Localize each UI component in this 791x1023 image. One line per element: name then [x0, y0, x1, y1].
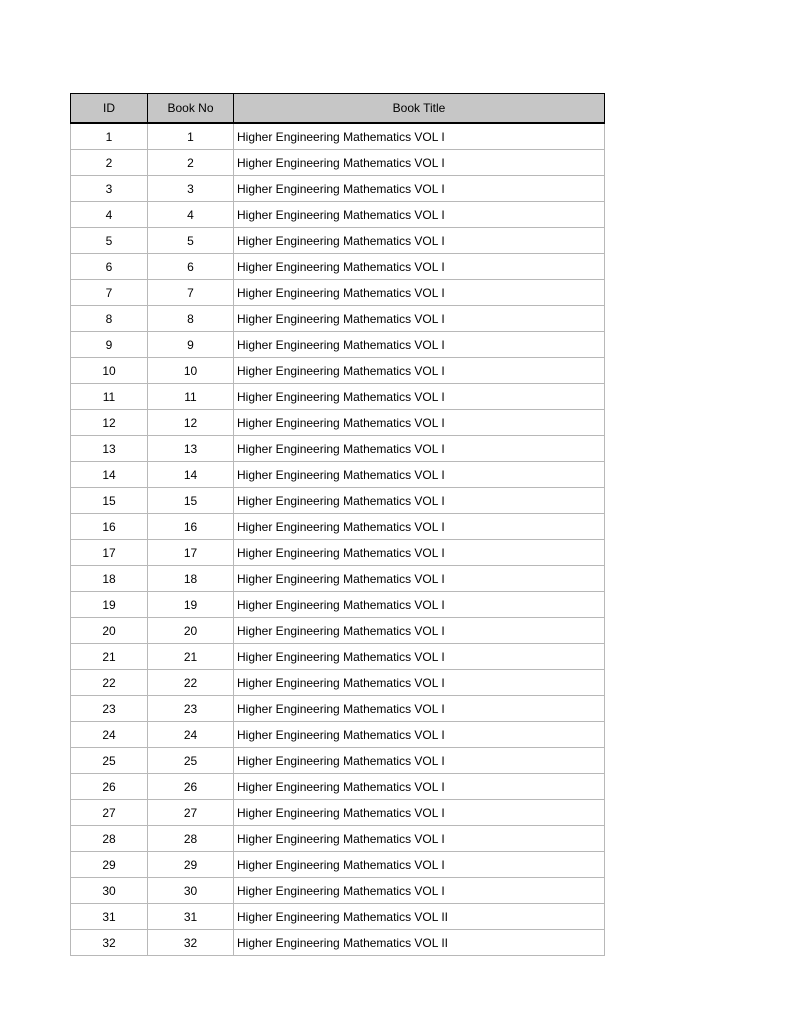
book-table — [70, 93, 605, 956]
cell-id: 18 — [71, 566, 148, 592]
cell-book-title: Higher Engineering Mathematics VOL II — [234, 930, 605, 956]
cell-book-no: 32 — [148, 930, 234, 956]
cell-id: 25 — [71, 748, 148, 774]
table-row — [71, 800, 605, 826]
cell-id: 13 — [71, 436, 148, 462]
table-row — [71, 176, 605, 202]
cell-book-no: 28 — [148, 826, 234, 852]
cell-book-no: 14 — [148, 462, 234, 488]
table-row — [71, 436, 605, 462]
cell-book-title: Higher Engineering Mathematics VOL I — [234, 150, 605, 176]
table-row — [71, 774, 605, 800]
cell-book-title: Higher Engineering Mathematics VOL I — [234, 696, 605, 722]
cell-id: 26 — [71, 774, 148, 800]
table-row — [71, 384, 605, 410]
table-body — [71, 123, 605, 956]
cell-book-title: Higher Engineering Mathematics VOL I — [234, 202, 605, 228]
table-row — [71, 202, 605, 228]
book-table-container — [70, 93, 605, 956]
cell-id: 1 — [71, 123, 148, 150]
cell-id: 28 — [71, 826, 148, 852]
table-row — [71, 644, 605, 670]
cell-book-title: Higher Engineering Mathematics VOL I — [234, 384, 605, 410]
table-row — [71, 410, 605, 436]
cell-book-no: 25 — [148, 748, 234, 774]
cell-book-no: 5 — [148, 228, 234, 254]
cell-book-no: 30 — [148, 878, 234, 904]
cell-id: 19 — [71, 592, 148, 618]
cell-id: 17 — [71, 540, 148, 566]
cell-book-title: Higher Engineering Mathematics VOL II — [234, 904, 605, 930]
header-row — [71, 94, 605, 124]
cell-id: 24 — [71, 722, 148, 748]
table-row — [71, 826, 605, 852]
cell-book-no: 19 — [148, 592, 234, 618]
table-row — [71, 904, 605, 930]
cell-book-title: Higher Engineering Mathematics VOL I — [234, 358, 605, 384]
cell-id: 30 — [71, 878, 148, 904]
cell-id: 22 — [71, 670, 148, 696]
cell-book-title: Higher Engineering Mathematics VOL I — [234, 748, 605, 774]
cell-id: 27 — [71, 800, 148, 826]
table-row — [71, 123, 605, 150]
cell-book-no: 29 — [148, 852, 234, 878]
cell-id: 9 — [71, 332, 148, 358]
cell-book-title: Higher Engineering Mathematics VOL I — [234, 306, 605, 332]
cell-id: 5 — [71, 228, 148, 254]
cell-book-title: Higher Engineering Mathematics VOL I — [234, 722, 605, 748]
column-header-id: ID — [71, 94, 148, 124]
cell-book-no: 23 — [148, 696, 234, 722]
cell-book-title: Higher Engineering Mathematics VOL I — [234, 254, 605, 280]
table-row — [71, 696, 605, 722]
cell-id: 23 — [71, 696, 148, 722]
cell-id: 14 — [71, 462, 148, 488]
table-row — [71, 878, 605, 904]
table-row — [71, 462, 605, 488]
cell-book-no: 31 — [148, 904, 234, 930]
table-row — [71, 514, 605, 540]
table-row — [71, 618, 605, 644]
cell-id: 32 — [71, 930, 148, 956]
cell-book-no: 26 — [148, 774, 234, 800]
cell-book-title: Higher Engineering Mathematics VOL I — [234, 670, 605, 696]
table-header — [71, 94, 605, 124]
cell-book-no: 27 — [148, 800, 234, 826]
table-row — [71, 358, 605, 384]
cell-book-title: Higher Engineering Mathematics VOL I — [234, 123, 605, 150]
cell-id: 7 — [71, 280, 148, 306]
cell-id: 8 — [71, 306, 148, 332]
table-row — [71, 254, 605, 280]
cell-book-no: 12 — [148, 410, 234, 436]
table-row — [71, 592, 605, 618]
cell-id: 29 — [71, 852, 148, 878]
table-row — [71, 150, 605, 176]
table-row — [71, 540, 605, 566]
cell-book-title: Higher Engineering Mathematics VOL I — [234, 800, 605, 826]
table-row — [71, 280, 605, 306]
cell-id: 11 — [71, 384, 148, 410]
table-row — [71, 332, 605, 358]
cell-book-no: 24 — [148, 722, 234, 748]
cell-book-no: 18 — [148, 566, 234, 592]
cell-book-title: Higher Engineering Mathematics VOL I — [234, 436, 605, 462]
cell-book-title: Higher Engineering Mathematics VOL I — [234, 488, 605, 514]
cell-book-title: Higher Engineering Mathematics VOL I — [234, 176, 605, 202]
cell-id: 6 — [71, 254, 148, 280]
cell-book-no: 9 — [148, 332, 234, 358]
cell-book-no: 7 — [148, 280, 234, 306]
cell-book-no: 2 — [148, 150, 234, 176]
cell-id: 20 — [71, 618, 148, 644]
table-row — [71, 228, 605, 254]
cell-id: 4 — [71, 202, 148, 228]
cell-id: 21 — [71, 644, 148, 670]
cell-book-title: Higher Engineering Mathematics VOL I — [234, 644, 605, 670]
cell-book-title: Higher Engineering Mathematics VOL I — [234, 878, 605, 904]
cell-book-no: 3 — [148, 176, 234, 202]
table-row — [71, 488, 605, 514]
cell-id: 10 — [71, 358, 148, 384]
cell-book-no: 16 — [148, 514, 234, 540]
table-row — [71, 670, 605, 696]
cell-book-no: 15 — [148, 488, 234, 514]
cell-book-no: 22 — [148, 670, 234, 696]
cell-book-title: Higher Engineering Mathematics VOL I — [234, 592, 605, 618]
cell-book-title: Higher Engineering Mathematics VOL I — [234, 618, 605, 644]
column-header-book-no: Book No — [148, 94, 234, 124]
column-header-book-title: Book Title — [234, 94, 605, 124]
cell-book-no: 17 — [148, 540, 234, 566]
cell-book-title: Higher Engineering Mathematics VOL I — [234, 852, 605, 878]
cell-book-title: Higher Engineering Mathematics VOL I — [234, 410, 605, 436]
cell-book-no: 20 — [148, 618, 234, 644]
table-row — [71, 306, 605, 332]
cell-book-no: 4 — [148, 202, 234, 228]
cell-book-title: Higher Engineering Mathematics VOL I — [234, 774, 605, 800]
cell-id: 12 — [71, 410, 148, 436]
table-row — [71, 566, 605, 592]
table-row — [71, 930, 605, 956]
cell-book-no: 6 — [148, 254, 234, 280]
cell-book-title: Higher Engineering Mathematics VOL I — [234, 826, 605, 852]
table-row — [71, 852, 605, 878]
cell-book-no: 8 — [148, 306, 234, 332]
cell-id: 3 — [71, 176, 148, 202]
cell-book-title: Higher Engineering Mathematics VOL I — [234, 462, 605, 488]
cell-book-no: 11 — [148, 384, 234, 410]
cell-book-no: 13 — [148, 436, 234, 462]
cell-book-title: Higher Engineering Mathematics VOL I — [234, 280, 605, 306]
cell-book-title: Higher Engineering Mathematics VOL I — [234, 228, 605, 254]
cell-id: 15 — [71, 488, 148, 514]
cell-id: 16 — [71, 514, 148, 540]
cell-id: 31 — [71, 904, 148, 930]
cell-id: 2 — [71, 150, 148, 176]
cell-book-no: 21 — [148, 644, 234, 670]
table-row — [71, 722, 605, 748]
table-row — [71, 748, 605, 774]
cell-book-no: 1 — [148, 123, 234, 150]
cell-book-title: Higher Engineering Mathematics VOL I — [234, 540, 605, 566]
cell-book-title: Higher Engineering Mathematics VOL I — [234, 566, 605, 592]
cell-book-title: Higher Engineering Mathematics VOL I — [234, 332, 605, 358]
cell-book-no: 10 — [148, 358, 234, 384]
cell-book-title: Higher Engineering Mathematics VOL I — [234, 514, 605, 540]
